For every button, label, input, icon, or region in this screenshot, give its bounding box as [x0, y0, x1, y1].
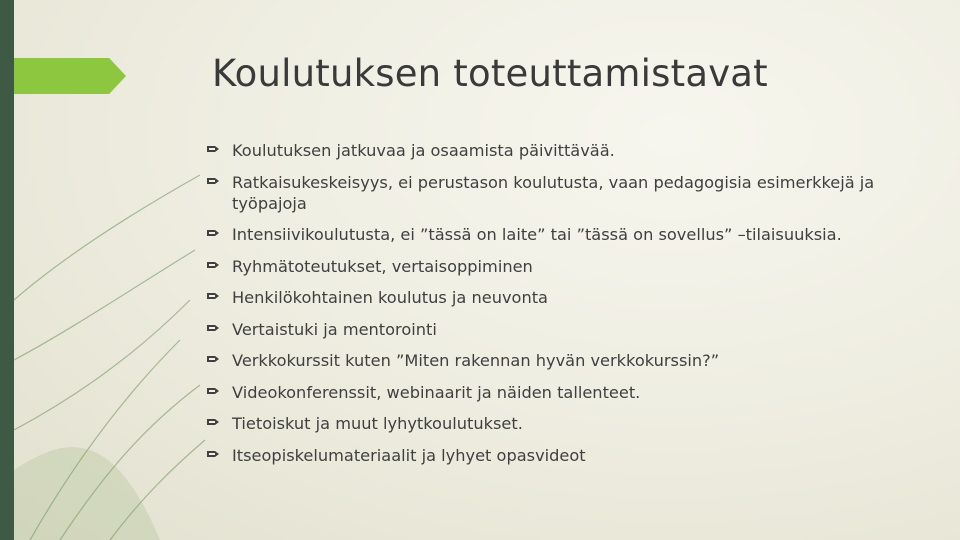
- list-item: [206, 256, 926, 277]
- pencil-arrow-icon: [207, 260, 220, 270]
- bullet-text: Ryhmätoteutukset, vertaisoppiminen: [232, 256, 533, 276]
- accent-arrow-shape: [14, 58, 126, 94]
- bullet-text: Verkkokurssit kuten ”Miten rakennan hyvän verkkokurssin?”: [232, 351, 720, 370]
- list-item: [206, 350, 926, 371]
- slide-title: Koulutuksen toteuttamistavat: [212, 52, 768, 95]
- list-item: [206, 445, 926, 466]
- left-sidebar-bar: [0, 0, 14, 540]
- bullet-text: Tietoiskut ja muut lyhytkoulutukset.: [232, 414, 523, 433]
- bullet-text: Itseopiskelumateriaalit ja lyhyet opasvideot: [232, 445, 586, 465]
- bullet-list: [206, 140, 926, 476]
- list-item: [206, 172, 926, 214]
- bullet-text: Videokonferenssit, webinaarit ja näiden tallenteet.: [232, 382, 641, 402]
- pencil-arrow-icon: [207, 323, 220, 333]
- pencil-arrow-icon: [207, 144, 220, 154]
- bullet-text: Vertaistuki ja mentorointi: [232, 319, 437, 339]
- pencil-arrow-icon: [207, 291, 220, 301]
- bullet-text: Koulutuksen jatkuvaa ja osaamista päivittävää.: [232, 141, 615, 160]
- pencil-arrow-icon: [207, 386, 220, 396]
- list-item: [206, 382, 926, 403]
- list-item: [206, 224, 926, 245]
- pencil-arrow-icon: [207, 354, 220, 364]
- bullet-text: Intensiivikoulutusta, ei ”tässä on laite” tai ”tässä on sovellus” –tilaisuuksia.: [232, 225, 842, 244]
- pencil-arrow-icon: [207, 449, 220, 459]
- list-item: [206, 287, 926, 308]
- pencil-arrow-icon: [207, 228, 220, 238]
- list-item: [206, 319, 926, 340]
- pencil-arrow-icon: [207, 176, 220, 186]
- list-item: [206, 413, 926, 434]
- bullet-text: Ratkaisukeskeisyys, ei perustason koulutusta, vaan pedagogisia esimerkkejä ja työpajoja: [232, 172, 875, 213]
- bullet-text: Henkilökohtainen koulutus ja neuvonta: [232, 288, 548, 307]
- list-item: [206, 140, 926, 161]
- pencil-arrow-icon: [207, 417, 220, 427]
